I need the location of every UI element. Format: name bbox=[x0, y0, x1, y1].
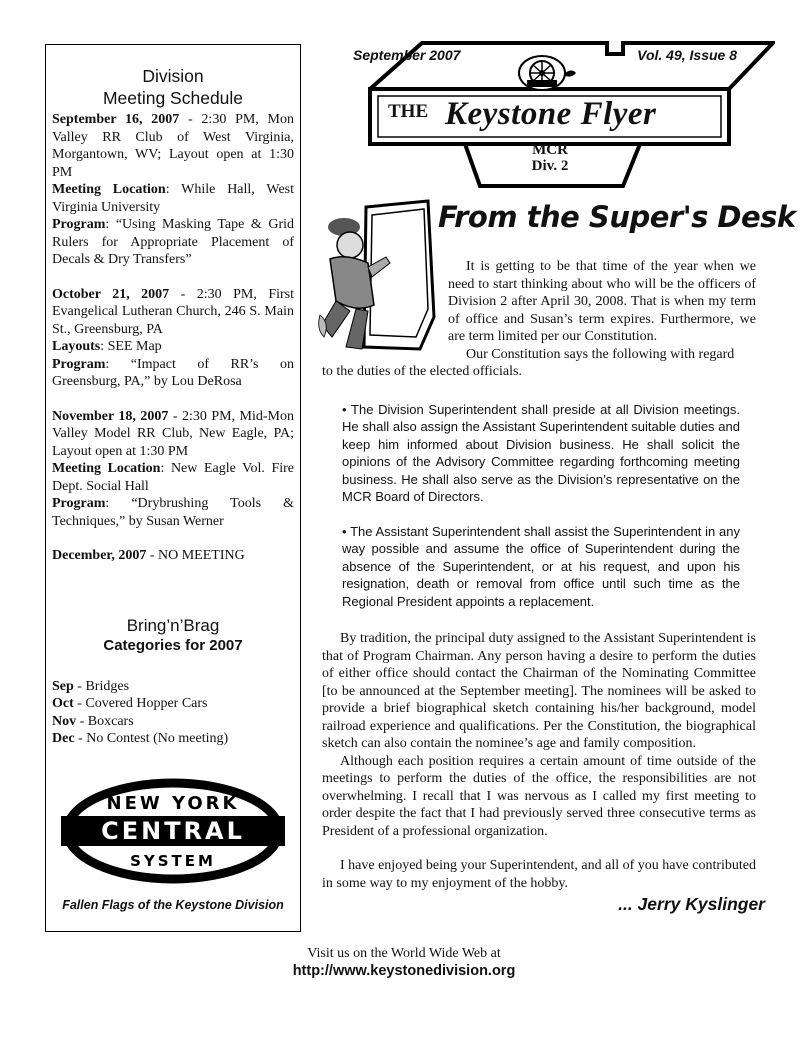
list-item: Dec - No Contest (No meeting) bbox=[52, 731, 229, 746]
meeting-program: : “Impact of RR’s on Greensburg, PA,” by Lou DeRosa bbox=[52, 356, 294, 389]
meeting-date: September 16, 2007 bbox=[52, 112, 180, 127]
bring-n-brag-subtitle: Categories for 2007 bbox=[103, 636, 243, 654]
list-item: Nov - Boxcars bbox=[52, 713, 134, 729]
list-item: Sep - Bridges bbox=[52, 678, 130, 694]
article-paragraph-2: Although each position requires a certain amount of time outside of the meetings to perform the duties of the office, the responsibilities are not overwhelming. I recall that I was nervous as I called my first meeting to order despite the fact that I had previously served three consecutive terms as President of a professional organization. bbox=[322, 753, 756, 839]
meeting-program-label: Program bbox=[52, 496, 106, 511]
meeting-detail: - 2:30 PM, Mid-Mon Valley Model RR Club, New Eagle, PA; Layout open at 1:30 PM bbox=[52, 408, 294, 459]
masthead-mcr: MCR bbox=[532, 142, 568, 158]
schedule-title-line2: Meeting Schedule bbox=[102, 88, 244, 108]
meeting-date: October 21, 2007 bbox=[52, 286, 170, 302]
meeting-program: : “Drybrushing Tools & Techniques,” by Susan Werner bbox=[52, 496, 294, 529]
meeting-location: : SEE Map bbox=[100, 339, 162, 354]
logo-top-text: NEW YORK bbox=[106, 792, 240, 814]
bylaw-bullet-assistant: • The Assistant Superintendent shall assist the Superintendent in any way possible and assume the office of Superintendent during the absence of the Superintendent, or at his request, and upon his resignation, death or removal from office until such time as the Regional President appoints a replacement. bbox=[342, 523, 740, 609]
meeting-entry-october bbox=[52, 286, 294, 391]
masthead-division: Div. 2 bbox=[531, 158, 569, 174]
meeting-location: : While Hall, West Virginia University bbox=[52, 182, 295, 215]
footer-visit-text: Visit us on the World Wide Web at bbox=[307, 946, 501, 961]
meeting-date: December, 2007 bbox=[52, 548, 147, 563]
issue-volume: Vol. 49, Issue 8 bbox=[637, 47, 737, 63]
meeting-detail: - 2:30 PM, Mon Valley RR Club of West Virginia, Morgantown, WV; Layout open at 1:30 PM bbox=[52, 112, 294, 180]
meeting-date: November 18, 2007 bbox=[52, 408, 169, 424]
newsletter-name: Keystone Flyer bbox=[445, 96, 657, 132]
logo-caption: Fallen Flags of the Keystone Division bbox=[62, 897, 284, 912]
bring-n-brag-title: Bring’n’Brag bbox=[126, 615, 220, 635]
list-item: Oct - Covered Hopper Cars bbox=[52, 696, 208, 711]
meeting-detail: - NO MEETING bbox=[146, 548, 245, 563]
article-signature: ... Jerry Kyslinger bbox=[618, 894, 765, 914]
meeting-entry-november bbox=[52, 408, 294, 531]
meeting-entry-september bbox=[52, 111, 294, 269]
schedule-title-line1: Division bbox=[142, 66, 204, 86]
meeting-program-label: Program bbox=[52, 217, 106, 232]
logo-middle-text: CENTRAL bbox=[101, 816, 245, 845]
article-intro bbox=[448, 258, 756, 363]
new-york-central-logo bbox=[59, 778, 287, 884]
meeting-location: : New Eagle Vol. Fire Dept. Social Hall bbox=[52, 461, 295, 494]
article-body bbox=[322, 258, 756, 892]
intro-paragraph-1: It is getting to be that time of the year when we need to start thinking about who will be the officers of Division 2 after April 30, 2008. That is when my term of office and Susan’s term expires. Furthermore, we are term limited per our Constitution. bbox=[448, 259, 756, 344]
intro-paragraph-2: Our Constitution says the following with regard bbox=[466, 346, 735, 362]
meeting-entry-december bbox=[52, 547, 294, 565]
article-heading: From the Super's Desk bbox=[438, 200, 796, 234]
bylaw-bullet-superintendent: • The Division Superintendent shall preside at all Division meetings. He shall also assign the Assistant Superintendent suitable duties and keep him informed about Division business. He shall solicit the opinions of the Advisory Committee regarding forthcoming meeting business. He shall also serve as the Division’s representative on the MCR Board of Directors. bbox=[342, 401, 740, 504]
meeting-location-label: Meeting Location bbox=[52, 461, 161, 476]
meeting-program-label: Program bbox=[52, 356, 106, 372]
logo-bottom-text: SYSTEM bbox=[130, 851, 216, 870]
meeting-program: : “Using Masking Tape & Grid Rulers for Appropriate Placement of Decals & Dry Transfers” bbox=[52, 217, 294, 267]
footer-url-link[interactable]: http://www.keystonedivision.org bbox=[292, 963, 516, 979]
meeting-location-label: Meeting Location bbox=[52, 182, 166, 197]
meeting-location-label: Layouts bbox=[52, 339, 101, 354]
schedule-title bbox=[52, 65, 294, 109]
issue-date: September 2007 bbox=[353, 47, 461, 63]
article-paragraph-1: By tradition, the principal duty assigned to the Assistant Superintendent is that of Program Chairman. Any person having a desire to perform the duties of either office should contact the Chairman of the Nominating Committee [to be announced at the September meeting]. The nominees will be asked to provide a brief biographical sketch containing his/her background, model railroad experience and qualifications. Per the Constitution, the biographical sketch can also contain the nominee’s age and family composition. bbox=[322, 631, 756, 751]
masthead bbox=[330, 40, 775, 190]
article-paragraph-3: I have enjoyed being your Superintendent, and all of you have contributed in some way to my enjoyment of the hobby. bbox=[322, 858, 756, 891]
meeting-detail: - 2:30 PM, First Evangelical Lutheran Church, 246 S. Main St., Greensburg, PA bbox=[52, 286, 294, 337]
bring-n-brag-list bbox=[52, 678, 294, 748]
masthead-the: THE bbox=[388, 101, 429, 122]
intro-paragraph-2-continued: to the duties of the elected officials. bbox=[322, 364, 522, 379]
meeting-schedule-sidebar bbox=[45, 44, 301, 932]
